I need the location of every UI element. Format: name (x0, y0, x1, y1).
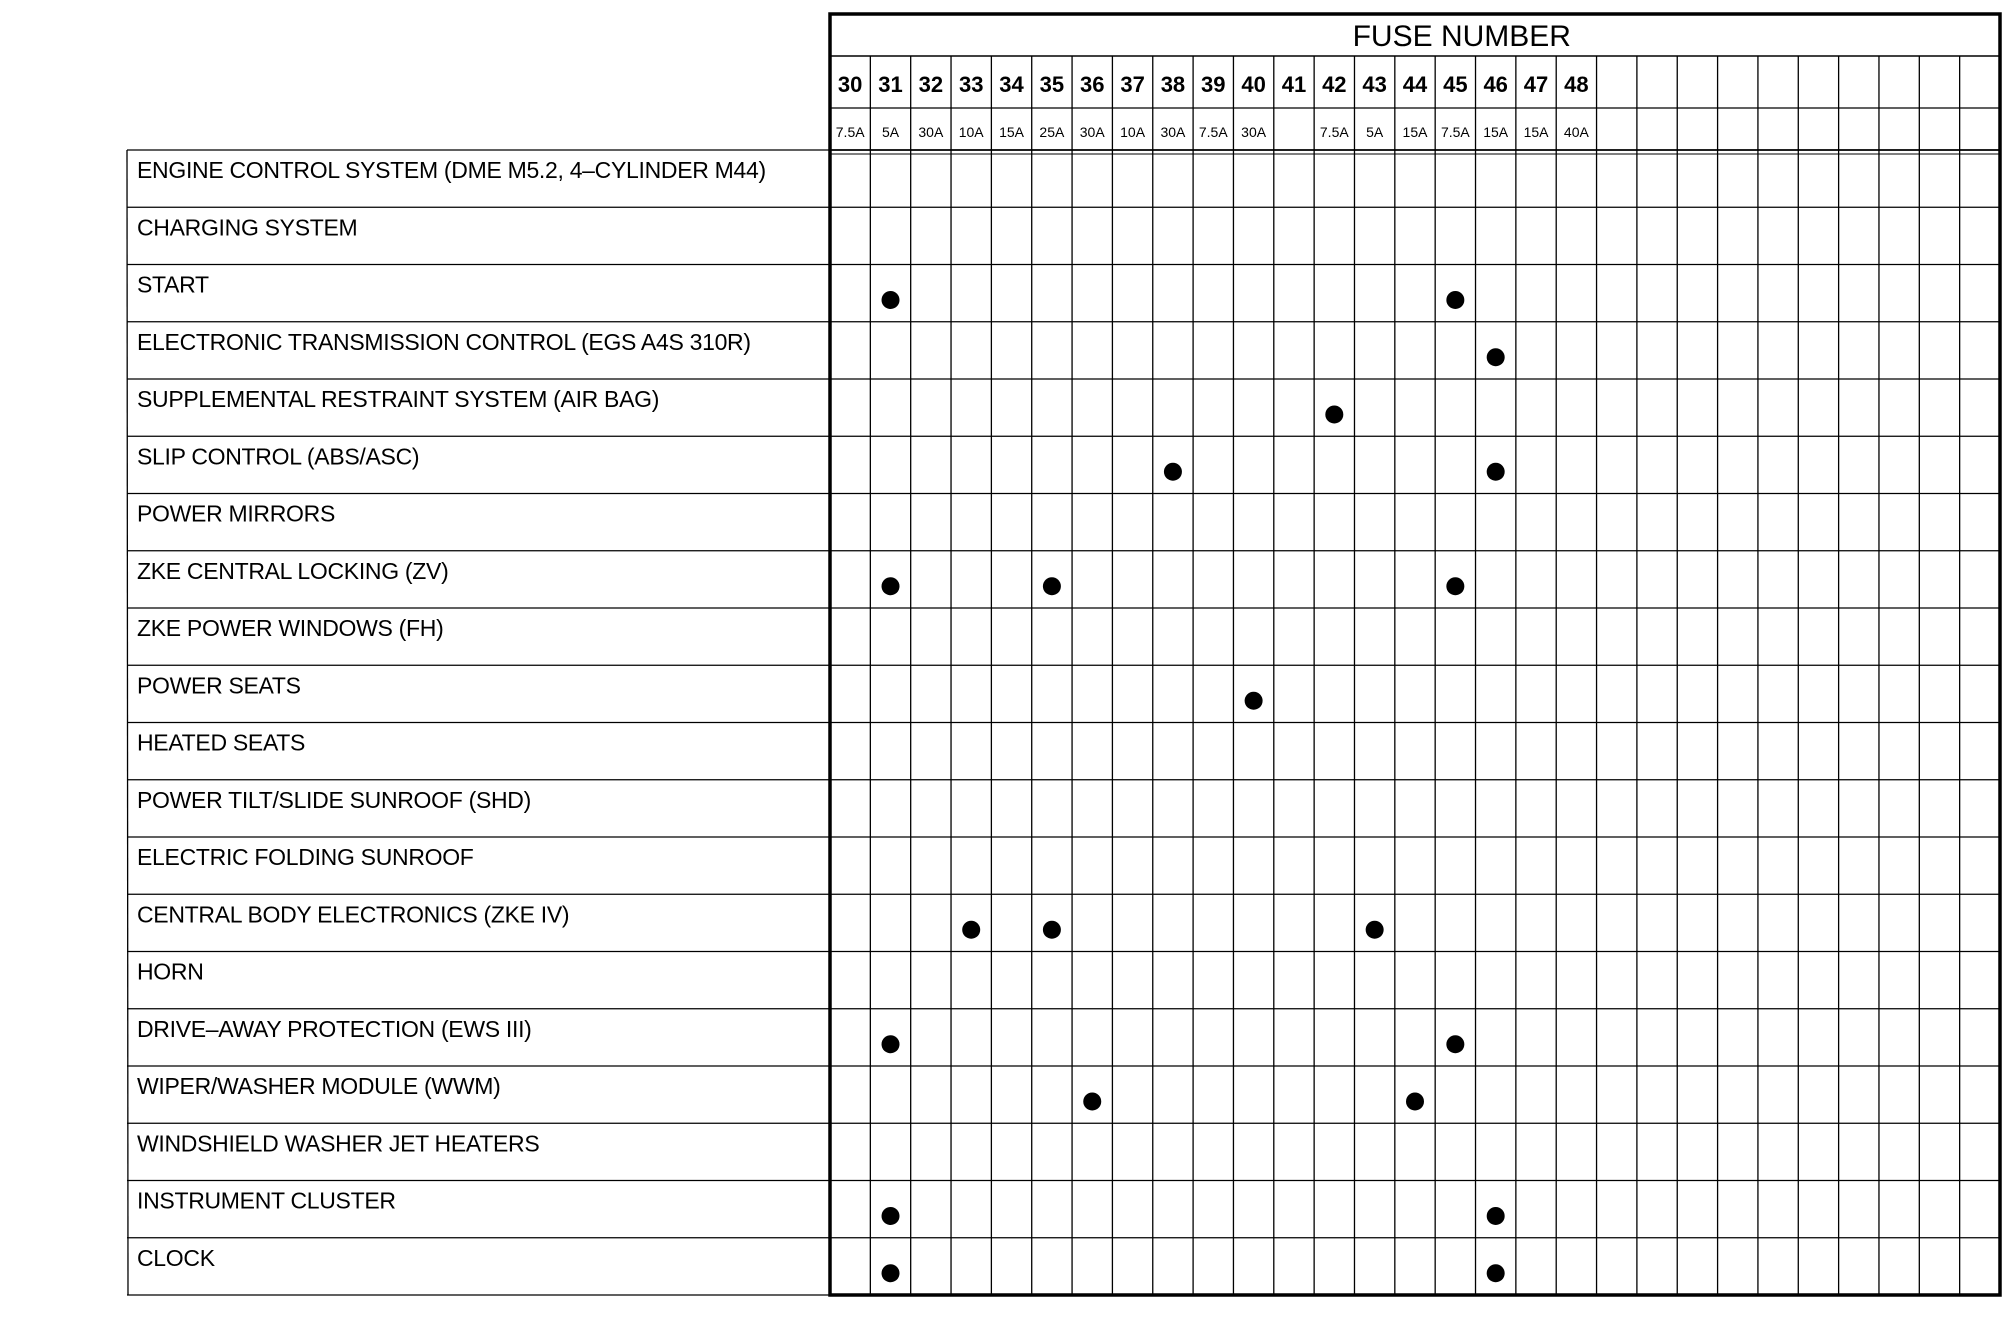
fuse-number-44: 44 (1402, 72, 1428, 97)
fuse-dot-46 (1487, 463, 1505, 481)
system-label: HORN (137, 958, 204, 985)
fuse-dot-31 (882, 291, 900, 309)
system-label: ZKE CENTRAL LOCKING (ZV) (137, 557, 449, 584)
fuse-rating-30: 7.5A (835, 124, 865, 140)
fuse-number-34: 34 (999, 72, 1024, 97)
system-label: WINDSHIELD WASHER JET HEATERS (137, 1130, 540, 1157)
fuse-number-39: 39 (1201, 72, 1226, 97)
fuse-number-43: 43 (1362, 72, 1387, 97)
system-label: SUPPLEMENTAL RESTRAINT SYSTEM (AIR BAG) (137, 386, 660, 412)
fuse-number-48: 48 (1564, 72, 1589, 97)
fuse-dot-31 (882, 1035, 900, 1053)
system-label: HEATED SEATS (137, 729, 306, 756)
fuse-dot-31 (882, 1207, 900, 1225)
fuse-number-35: 35 (1039, 72, 1065, 97)
fuse-rating-42: 7.5A (1319, 124, 1349, 140)
fuse-dot-31 (882, 577, 900, 595)
system-label: CLOCK (137, 1244, 215, 1271)
fuse-dot-31 (882, 1264, 900, 1282)
fuse-rating-46: 15A (1483, 124, 1509, 140)
fuse-rating-38: 30A (1160, 124, 1186, 140)
fuse-rating-34: 15A (999, 124, 1025, 140)
fuse-number-31: 31 (878, 72, 903, 97)
fuse-dot-42 (1325, 405, 1343, 423)
fuse-header (836, 72, 1590, 140)
system-labels (137, 157, 766, 1271)
fuse-rating-31: 5A (881, 124, 900, 140)
fuse-dot-35 (1043, 577, 1061, 595)
fuse-rating-33: 10A (958, 124, 984, 140)
system-label: CHARGING SYSTEM (137, 214, 358, 241)
fuse-dot-35 (1043, 921, 1061, 939)
fuse-rating-39: 7.5A (1198, 124, 1228, 140)
fuse-number-37: 37 (1120, 72, 1145, 97)
fuse-dot-46 (1487, 348, 1505, 366)
fuse-rating-35: 25A (1039, 124, 1065, 140)
system-label: START (137, 271, 209, 298)
fuse-dot-44 (1406, 1092, 1424, 1110)
fuse-number-32: 32 (918, 72, 944, 97)
system-label: WIPER/WASHER MODULE (WWM) (137, 1073, 501, 1099)
system-label: POWER TILT/SLIDE SUNROOF (SHD) (137, 786, 531, 813)
fuse-dot-46 (1487, 1207, 1505, 1225)
system-label: CENTRAL BODY ELECTRONICS (ZKE IV) (137, 901, 570, 928)
fuse-number-title: FUSE NUMBER (1352, 20, 1571, 53)
fuse-dot-45 (1446, 291, 1464, 309)
fuse-rating-37: 10A (1120, 124, 1146, 140)
fuse-dot-45 (1446, 577, 1464, 595)
fuse-number-42: 42 (1322, 72, 1347, 97)
fuse-number-30: 30 (837, 72, 863, 97)
system-label: INSTRUMENT CLUSTER (137, 1187, 396, 1214)
fuse-dot-33 (962, 921, 980, 939)
system-label: ELECTRONIC TRANSMISSION CONTROL (EGS A4S 310R) (137, 328, 751, 355)
fuse-rating-32: 30A (918, 124, 944, 140)
fuse-rating-43: 5A (1366, 124, 1384, 140)
fuse-number-38: 38 (1160, 72, 1186, 97)
system-label: ENGINE CONTROL SYSTEM (DME M5.2, 4–CYLINDER M44) (137, 157, 766, 183)
system-label: ZKE POWER WINDOWS (FH) (137, 615, 444, 641)
fuse-dot-40 (1245, 692, 1263, 710)
system-label: POWER MIRRORS (137, 500, 335, 527)
fuse-rating-44: 15A (1402, 124, 1428, 140)
fuse-dot-38 (1164, 463, 1182, 481)
fuse-dot-45 (1446, 1035, 1464, 1053)
fuse-rating-48: 40A (1563, 124, 1589, 140)
fuse-number-46: 46 (1483, 72, 1508, 97)
fuse-dot-43 (1366, 921, 1384, 939)
fuse-dot-36 (1083, 1092, 1101, 1110)
system-label: SLIP CONTROL (ABS/ASC) (137, 443, 420, 470)
fuse-rating-36: 30A (1079, 124, 1105, 140)
fuse-number-40: 40 (1241, 72, 1266, 97)
system-label: ELECTRIC FOLDING SUNROOF (137, 844, 474, 870)
system-label: DRIVE–AWAY PROTECTION (EWS III) (137, 1015, 532, 1042)
system-label: POWER SEATS (137, 672, 301, 699)
fuse-number-45: 45 (1443, 72, 1468, 97)
fuse-number-33: 33 (958, 72, 984, 97)
fuse-number-47: 47 (1523, 72, 1549, 97)
grid-lines (127, 14, 2000, 1295)
fuse-rating-47: 15A (1523, 124, 1549, 140)
fuse-rating-40: 30A (1241, 124, 1267, 140)
fuse-number-41: 41 (1281, 72, 1307, 97)
fuse-rating-45: 7.5A (1440, 124, 1470, 140)
fuse-dot-46 (1487, 1264, 1505, 1282)
fuse-number-36: 36 (1079, 72, 1105, 97)
